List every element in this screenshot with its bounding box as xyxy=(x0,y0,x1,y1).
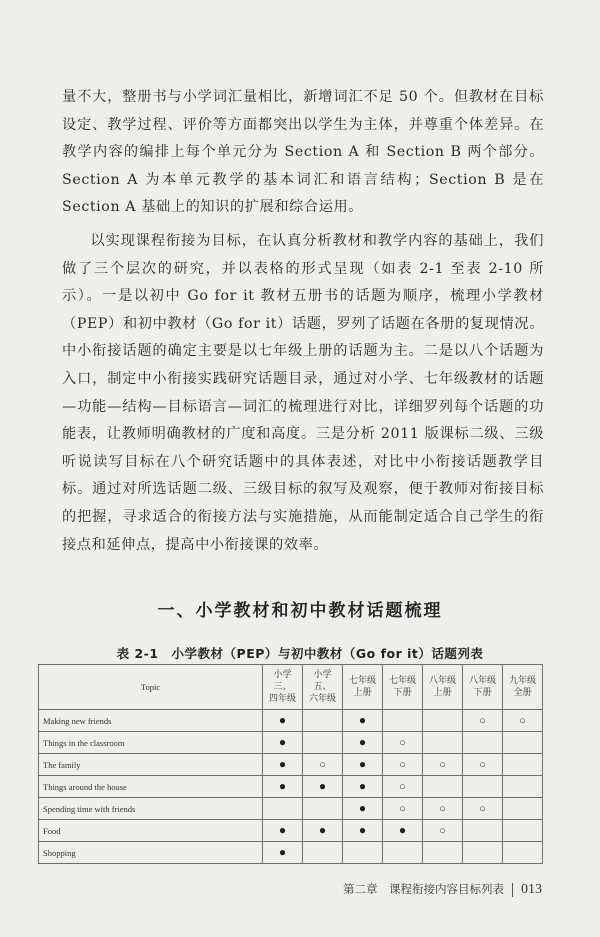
column-header xyxy=(423,665,463,710)
mark-cell xyxy=(303,732,343,754)
open-circle-icon: ○ xyxy=(439,825,446,837)
mark-cell xyxy=(503,776,543,798)
mark-cell xyxy=(263,776,303,798)
mark-cell xyxy=(503,798,543,820)
open-circle-icon: ○ xyxy=(399,737,406,749)
mark-cell xyxy=(263,798,303,820)
mark-cell xyxy=(423,798,463,820)
column-header xyxy=(303,665,343,710)
column-header xyxy=(383,665,423,710)
column-header-line: 下册 xyxy=(473,688,492,698)
page-number: 013 xyxy=(521,882,542,897)
filled-circle-icon: ● xyxy=(318,779,327,793)
mark-cell xyxy=(383,754,423,776)
column-header-line: 小学 xyxy=(273,670,292,680)
topic-cell: The family xyxy=(39,754,263,776)
mark-cell xyxy=(263,820,303,842)
column-header xyxy=(463,665,503,710)
mark-cell xyxy=(383,798,423,820)
table-row xyxy=(39,710,543,732)
filled-circle-icon: ● xyxy=(278,845,287,859)
column-header-line: 上册 xyxy=(353,688,372,698)
filled-circle-icon: ● xyxy=(358,735,367,749)
mark-cell xyxy=(263,842,303,864)
mark-cell xyxy=(303,820,343,842)
filled-circle-icon: ● xyxy=(358,779,367,793)
table-body xyxy=(39,710,543,864)
topic-cell: Making new friends xyxy=(39,710,263,732)
mark-cell xyxy=(303,798,343,820)
mark-cell xyxy=(423,820,463,842)
mark-cell xyxy=(383,820,423,842)
mark-cell xyxy=(343,732,383,754)
filled-circle-icon: ● xyxy=(278,757,287,771)
filled-circle-icon: ● xyxy=(278,713,287,727)
column-header-line: 上册 xyxy=(433,688,452,698)
mark-cell xyxy=(463,754,503,776)
column-header-line: 七年级 xyxy=(348,676,376,686)
table-row xyxy=(39,820,543,842)
column-header xyxy=(343,665,383,710)
body-paragraph-2: 以实现课程衔接为目标，在认真分析教材和教学内容的基础上，我们做了三个层次的研究，并以表格的形式呈现（如表 2-1 至表 2-10 所示）。一是以初中 Go for it 教材五册书的话题为顺序，梳理小学教材（PEP）和初中教材（Go for it）话题，罗列了话题在各册的复现情况。中小衔接话题的确定主要是以七年级上册的话题为主。二是以八个话题为入口，制定中小衔接实践研究话题目录，通过对小学、七年级教材的话题—功能—结构—目标语言—词汇的梳理进行对比，详细罗列每个话题的功能表，让教师明确教材的广度和高度。三是分析 2011 版课标二级、三级听说读写目标在八个研究话题中的具体表述，对比中小衔接话题教学目标。通过对所选话题二级、三级目标的叙写及观察，便于教师对衔接目标的把握，寻求适合的衔接方法与实施措施，从而能制定适合自己学生的衔接点和延伸点，提高中小衔接课的效率。 xyxy=(62,233,544,553)
mark-cell xyxy=(503,732,543,754)
column-header-line: 下册 xyxy=(393,688,412,698)
filled-circle-icon: ● xyxy=(318,823,327,837)
mark-cell xyxy=(503,754,543,776)
mark-cell xyxy=(423,754,463,776)
filled-circle-icon: ● xyxy=(358,713,367,727)
mark-cell xyxy=(383,842,423,864)
column-header-line: 四年级 xyxy=(268,694,296,704)
column-header-line: 五、 xyxy=(313,682,332,692)
body-paragraph-1: 量不大，整册书与小学词汇量相比，新增词汇不足 50 个。但教材在目标设定、教学过程、评价等方面都突出以学生为主体，并尊重个体差异。在教学内容的编排上每个单元分为 Section A 和 Section B 两个部分。Section A 为本单元教学的基本词汇和语言结构；Section B 是在 Section A 基础上的知识的扩展和综合运用。 xyxy=(62,89,544,216)
open-circle-icon: ○ xyxy=(319,759,326,771)
filled-circle-icon: ● xyxy=(358,757,367,771)
mark-cell xyxy=(343,754,383,776)
filled-circle-icon: ● xyxy=(278,823,287,837)
topic-cell: Spending time with friends xyxy=(39,798,263,820)
open-circle-icon: ○ xyxy=(439,759,446,771)
table-header-row xyxy=(39,665,543,710)
mark-cell xyxy=(263,732,303,754)
topic-cell: Food xyxy=(39,820,263,842)
mark-cell xyxy=(423,732,463,754)
mark-cell xyxy=(463,710,503,732)
mark-cell xyxy=(463,842,503,864)
open-circle-icon: ○ xyxy=(439,803,446,815)
mark-cell xyxy=(303,710,343,732)
section-heading: 一、小学教材和初中教材话题梳理 xyxy=(157,601,443,621)
mark-cell xyxy=(383,710,423,732)
mark-cell xyxy=(263,754,303,776)
mark-cell xyxy=(263,710,303,732)
mark-cell xyxy=(343,798,383,820)
column-header-line: 全册 xyxy=(513,688,532,698)
mark-cell xyxy=(383,776,423,798)
topic-cell: Shopping xyxy=(39,842,263,864)
filled-circle-icon: ● xyxy=(278,779,287,793)
topic-cell: Things around the house xyxy=(39,776,263,798)
filled-circle-icon: ● xyxy=(398,823,407,837)
open-circle-icon: ○ xyxy=(399,803,406,815)
column-header-line: 七年级 xyxy=(388,676,416,686)
mark-cell xyxy=(303,776,343,798)
table-row xyxy=(39,776,543,798)
mark-cell xyxy=(423,842,463,864)
filled-circle-icon: ● xyxy=(278,735,287,749)
topic-column-header: Topic xyxy=(39,665,263,710)
mark-cell xyxy=(503,710,543,732)
chapter-title: 第二章 课程衔接内容目标列表 xyxy=(343,882,504,896)
open-circle-icon: ○ xyxy=(399,759,406,771)
mark-cell xyxy=(343,842,383,864)
mark-cell xyxy=(343,776,383,798)
mark-cell xyxy=(423,776,463,798)
open-circle-icon: ○ xyxy=(479,803,486,815)
open-circle-icon: ○ xyxy=(519,715,526,727)
mark-cell xyxy=(503,820,543,842)
mark-cell xyxy=(303,754,343,776)
column-header-line: 六年级 xyxy=(308,694,336,704)
table-row xyxy=(39,732,543,754)
mark-cell xyxy=(343,710,383,732)
column-header-line: 九年级 xyxy=(508,676,536,686)
column-header-line: 小学 xyxy=(313,670,332,680)
open-circle-icon: ○ xyxy=(479,715,486,727)
column-header xyxy=(263,665,303,710)
filled-circle-icon: ● xyxy=(358,801,367,815)
table-row xyxy=(39,754,543,776)
mark-cell xyxy=(463,820,503,842)
filled-circle-icon: ● xyxy=(358,823,367,837)
page-footer xyxy=(343,881,542,898)
table-row xyxy=(39,798,543,820)
column-header-line: 三、 xyxy=(273,682,292,692)
footer-divider xyxy=(512,883,513,897)
open-circle-icon: ○ xyxy=(399,781,406,793)
mark-cell xyxy=(343,820,383,842)
mark-cell xyxy=(503,842,543,864)
mark-cell xyxy=(463,732,503,754)
open-circle-icon: ○ xyxy=(479,759,486,771)
mark-cell xyxy=(383,732,423,754)
column-header-line: 八年级 xyxy=(428,676,456,686)
topic-table xyxy=(38,664,543,864)
mark-cell xyxy=(463,776,503,798)
column-header-line: 八年级 xyxy=(468,676,496,686)
topic-cell: Things in the classroom xyxy=(39,732,263,754)
table-row xyxy=(39,842,543,864)
table-caption: 表 2-1 小学教材（PEP）与初中教材（Go for it）话题列表 xyxy=(116,646,484,661)
mark-cell xyxy=(303,842,343,864)
column-header xyxy=(503,665,543,710)
mark-cell xyxy=(463,798,503,820)
mark-cell xyxy=(423,710,463,732)
